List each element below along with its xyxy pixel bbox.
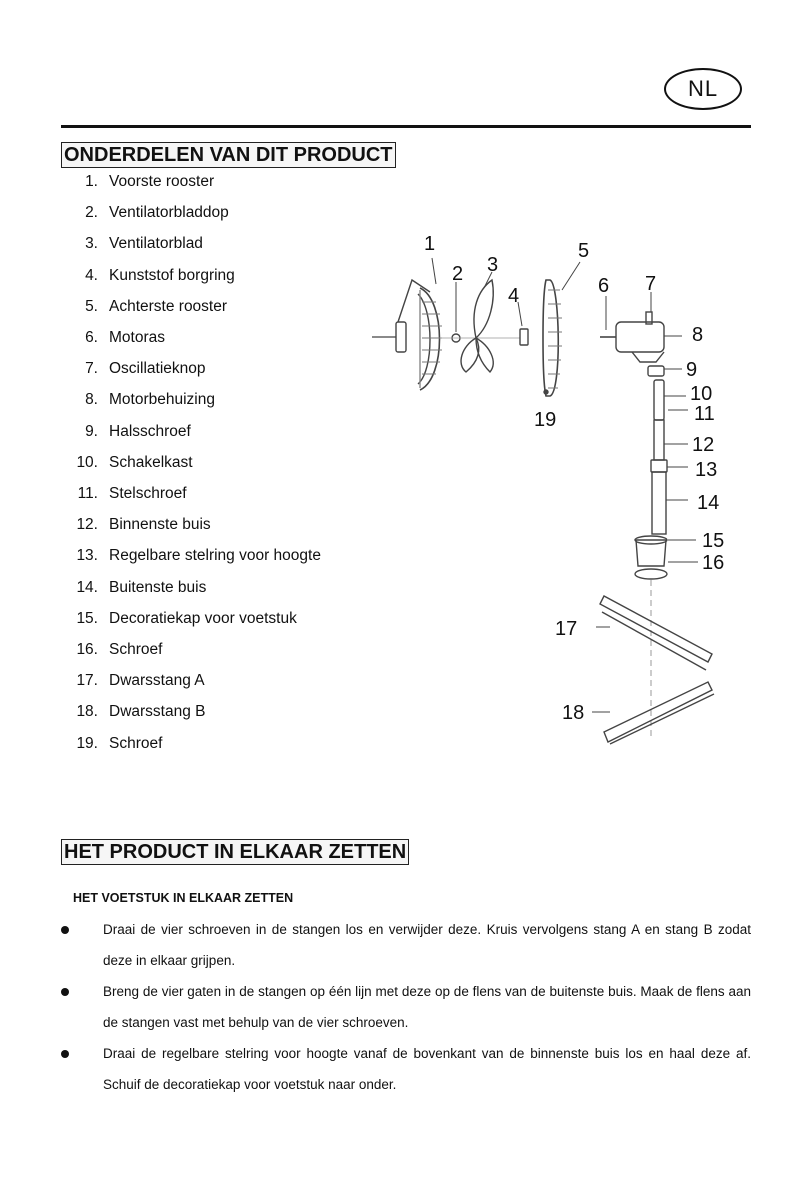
assembly-section-title: HET PRODUCT IN ELKAAR ZETTEN [61, 839, 409, 865]
callout-label-14: 14 [697, 492, 720, 514]
callout-label-18: 18 [562, 702, 585, 724]
bullet-item [0, 980, 751, 1042]
bullet-text: Draai de regelbare stelring voor hoogte vanaf de bovenkant van de binnenste buis los en haal deze af. Schuif de decoratiekap voor voetstuk naar onder. [103, 1046, 751, 1092]
bullet-dot [61, 926, 69, 934]
bullet-item [0, 1042, 751, 1104]
fan-exploded-diagram [370, 230, 750, 750]
callout-label-3: 3 [487, 254, 499, 276]
callout-label-9: 9 [686, 359, 698, 381]
callout-label-16: 16 [702, 552, 725, 574]
bullet-text: Draai de vier schroeven in de stangen los en verwijder deze. Kruis vervolgens stang A en stang B zodat deze in elkaar grijpen. [103, 922, 751, 968]
parts-section-title: ONDERDELEN VAN DIT PRODUCT [61, 142, 396, 168]
callout-label-19: 19 [534, 409, 557, 431]
callout-label-7: 7 [645, 273, 657, 295]
callout-label-11: 11 [694, 403, 715, 425]
callout-label-10: 10 [690, 383, 713, 405]
language-badge: NL [664, 68, 742, 110]
bullet-dot [61, 988, 69, 996]
callout-label-8: 8 [692, 324, 704, 346]
bullet-dot [61, 1050, 69, 1058]
callout-label-12: 12 [692, 434, 715, 456]
header-rule [61, 125, 751, 128]
base-assembly-subheading: HET VOETSTUK IN ELKAAR ZETTEN [73, 891, 294, 905]
bullet-text: Breng de vier gaten in de stangen op één lijn met deze op de flens van de buitenste buis. Maak de flens aan de stangen vast met behulp van de vier schroeven. [103, 984, 751, 1030]
callout-label-6: 6 [598, 275, 610, 297]
callout-label-17: 17 [555, 618, 578, 640]
callout-label-4: 4 [508, 285, 520, 307]
callout-label-15: 15 [702, 530, 725, 552]
callout-label-2: 2 [452, 263, 464, 285]
diagram-callouts [424, 233, 724, 724]
callout-label-1: 1 [424, 233, 436, 255]
callout-label-13: 13 [695, 459, 718, 481]
callout-label-5: 5 [578, 240, 590, 262]
diagram-drawing [372, 258, 714, 744]
bullet-item [0, 918, 751, 980]
